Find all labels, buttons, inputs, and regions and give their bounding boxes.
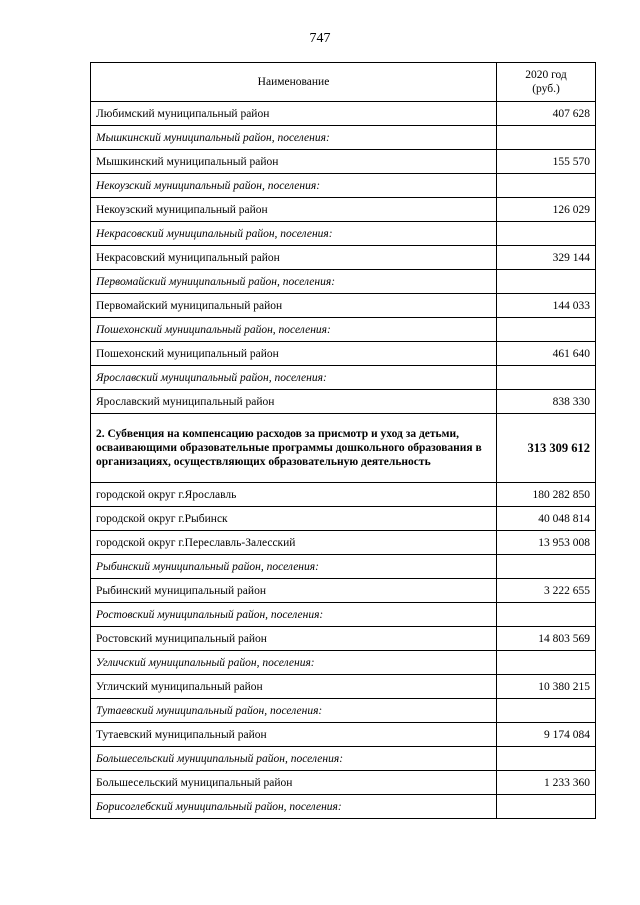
- row-name-cell: Рыбинский муниципальный район: [91, 579, 497, 603]
- table-row: [91, 342, 596, 366]
- header-value-cell: [497, 63, 596, 102]
- row-value-cell: [497, 270, 596, 294]
- table-section-row: [91, 318, 596, 342]
- row-name-cell: Борисоглебский муниципальный район, поселения:: [91, 795, 497, 819]
- table-section-row: [91, 270, 596, 294]
- table-category-row: [91, 414, 596, 483]
- table-section-row: [91, 366, 596, 390]
- header-value-year: 2020 год: [525, 69, 567, 81]
- table-section-row: [91, 747, 596, 771]
- header-value-unit: (руб.): [532, 83, 560, 95]
- row-value-cell: 1 233 360: [497, 771, 596, 795]
- table-row: [91, 627, 596, 651]
- table-row: [91, 246, 596, 270]
- row-value-cell: 407 628: [497, 102, 596, 126]
- row-value-cell: 838 330: [497, 390, 596, 414]
- row-name-cell: Тутаевский муниципальный район, поселения:: [91, 699, 497, 723]
- row-name-cell: Ярославский муниципальный район, поселения:: [91, 366, 497, 390]
- row-name-cell: Большесельский муниципальный район: [91, 771, 497, 795]
- table-header-row: [91, 63, 596, 102]
- table-row: [91, 198, 596, 222]
- table-section-row: [91, 795, 596, 819]
- row-name-cell: Рыбинский муниципальный район, поселения:: [91, 555, 497, 579]
- row-name-cell: Тутаевский муниципальный район: [91, 723, 497, 747]
- table-row: [91, 579, 596, 603]
- row-name-cell: Некоузский муниципальный район, поселения:: [91, 174, 497, 198]
- row-value-cell: [497, 651, 596, 675]
- row-name-cell: городской округ г.Рыбинск: [91, 507, 497, 531]
- row-value-cell: 3 222 655: [497, 579, 596, 603]
- table-row: [91, 675, 596, 699]
- table-body: [91, 102, 596, 819]
- row-value-cell: 126 029: [497, 198, 596, 222]
- table-section-row: [91, 699, 596, 723]
- row-value-cell: [497, 222, 596, 246]
- row-value-cell: [497, 318, 596, 342]
- row-value-cell: 13 953 008: [497, 531, 596, 555]
- table-section-row: [91, 651, 596, 675]
- row-value-cell: 14 803 569: [497, 627, 596, 651]
- row-value-cell: [497, 126, 596, 150]
- row-name-cell: Ростовский муниципальный район, поселения:: [91, 603, 497, 627]
- row-value-cell: 313 309 612: [497, 414, 596, 483]
- row-name-cell: Мышкинский муниципальный район, поселения:: [91, 126, 497, 150]
- row-name-cell: городской округ г.Ярославль: [91, 483, 497, 507]
- row-value-cell: [497, 174, 596, 198]
- table-section-row: [91, 222, 596, 246]
- row-value-cell: 329 144: [497, 246, 596, 270]
- row-name-cell: 2. Субвенция на компенсацию расходов за присмотр и уход за детьми, осваивающими образовательные программы дошкольного образования в организациях, осуществляющих образовательную деятельность: [91, 414, 497, 483]
- table-row: [91, 390, 596, 414]
- row-value-cell: 9 174 084: [497, 723, 596, 747]
- row-value-cell: [497, 366, 596, 390]
- table-row: [91, 483, 596, 507]
- row-value-cell: 10 380 215: [497, 675, 596, 699]
- table-row: [91, 723, 596, 747]
- row-name-cell: Угличский муниципальный район, поселения:: [91, 651, 497, 675]
- row-name-cell: Некрасовский муниципальный район: [91, 246, 497, 270]
- row-name-cell: Первомайский муниципальный район: [91, 294, 497, 318]
- table-row: [91, 507, 596, 531]
- row-value-cell: 144 033: [497, 294, 596, 318]
- row-value-cell: 40 048 814: [497, 507, 596, 531]
- row-name-cell: Любимский муниципальный район: [91, 102, 497, 126]
- page-number: 747: [309, 31, 331, 46]
- table-row: [91, 294, 596, 318]
- row-name-cell: Некоузский муниципальный район: [91, 198, 497, 222]
- header-name-cell: Наименование: [91, 63, 497, 102]
- row-value-cell: 155 570: [497, 150, 596, 174]
- row-name-cell: Ярославский муниципальный район: [91, 390, 497, 414]
- row-name-cell: Мышкинский муниципальный район: [91, 150, 497, 174]
- table-row: [91, 771, 596, 795]
- row-name-cell: Большесельский муниципальный район, поселения:: [91, 747, 497, 771]
- row-value-cell: 180 282 850: [497, 483, 596, 507]
- row-name-cell: Первомайский муниципальный район, поселения:: [91, 270, 497, 294]
- row-name-cell: Пошехонский муниципальный район, поселения:: [91, 318, 497, 342]
- row-value-cell: [497, 795, 596, 819]
- table-section-row: [91, 555, 596, 579]
- row-value-cell: [497, 699, 596, 723]
- row-name-cell: Угличский муниципальный район: [91, 675, 497, 699]
- table-row: [91, 150, 596, 174]
- table-section-row: [91, 603, 596, 627]
- table-row: [91, 102, 596, 126]
- row-value-cell: 461 640: [497, 342, 596, 366]
- row-value-cell: [497, 555, 596, 579]
- row-name-cell: Пошехонский муниципальный район: [91, 342, 497, 366]
- row-value-cell: [497, 603, 596, 627]
- row-value-cell: [497, 747, 596, 771]
- budget-table: [90, 62, 596, 819]
- row-name-cell: Некрасовский муниципальный район, поселения:: [91, 222, 497, 246]
- row-name-cell: городской округ г.Переславль-Залесский: [91, 531, 497, 555]
- table-section-row: [91, 126, 596, 150]
- table-section-row: [91, 174, 596, 198]
- row-name-cell: Ростовский муниципальный район: [91, 627, 497, 651]
- table-row: [91, 531, 596, 555]
